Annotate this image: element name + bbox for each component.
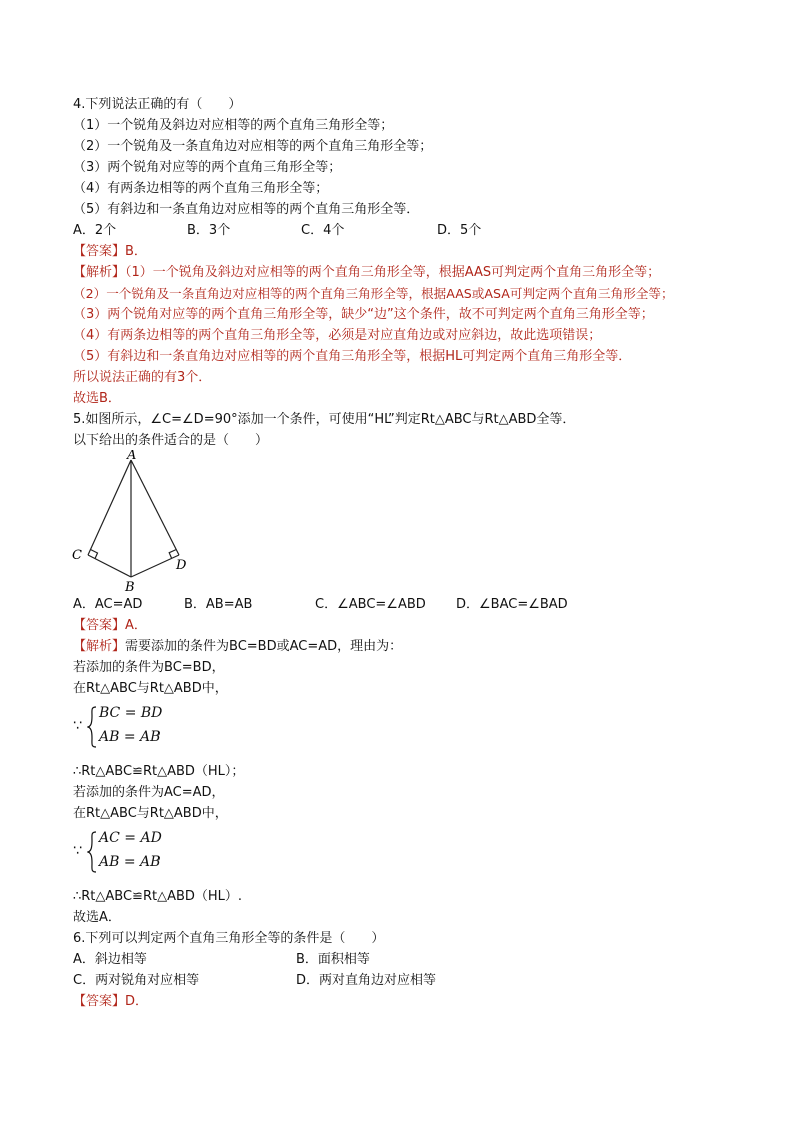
q5-case1-in: 在Rt△ABC与Rt△ABD中，: [73, 681, 228, 696]
q5-answer: [73, 617, 147, 637]
q4-option-c: C．4个: [301, 223, 345, 238]
answer-value: D．: [125, 994, 149, 1009]
q4-option-b: B．3个: [187, 223, 231, 238]
brace-icon: [87, 831, 97, 873]
q5-case2-system: [73, 829, 193, 875]
q4-option-a: A．2个: [73, 223, 117, 238]
q4-analysis-2: （2）一个锐角及一条直角边对应相等的两个直角三角形全等，根据AAS或ASA可判定两个直角三角形全等；: [73, 286, 674, 301]
side-cb: [88, 555, 131, 577]
equation-2: AB = AB: [99, 854, 161, 870]
q5-option-a: A．AC=AD: [73, 597, 143, 612]
comma: ，: [157, 847, 171, 862]
q5-choose: 故选A．: [73, 910, 121, 925]
answer-value: A．: [125, 618, 147, 633]
q4-item-3: （3）两个锐角对应等的两个直角三角形全等；: [73, 160, 342, 175]
q4-item-5: （5）有斜边和一条直角边对应相等的两个直角三角形全等．: [73, 202, 420, 217]
q5-option-d: D．∠BAC=∠BAD: [456, 597, 568, 612]
q5-case2-line: 若添加的条件为AC=AD，: [73, 785, 225, 800]
q5-option-c: C．∠ABC=∠ABD: [315, 597, 426, 612]
q5-analysis-intro: [73, 638, 402, 658]
q4-analysis-4: （4）有两条边相等的两个直角三角形全等，必须是对应直角边或对应斜边，故此选项错误；: [73, 328, 602, 343]
equation-1: BC = BD: [99, 705, 163, 721]
analysis-text: 需要添加的条件为BC=BD或AC=AD，理由为：: [125, 639, 403, 654]
analysis-text: （1）一个锐角及斜边对应相等的两个直角三角形全等，根据AAS可判定两个直角三角形全等；: [125, 265, 661, 280]
analysis-tag: 【解析】: [73, 639, 126, 654]
q5-figure: [66, 450, 196, 596]
q4-option-d: D．5个: [437, 223, 482, 238]
equation-2: AB = AB: [99, 729, 161, 745]
q6-option-c: C．两对锐角对应相等: [73, 973, 200, 988]
q4-analysis-5: （5）有斜边和一条直角边对应相等的两个直角三角形全等，根据HL可判定两个直角三角形全等．: [73, 349, 632, 364]
answer-tag: 【答案】: [73, 244, 126, 259]
comma: ，: [157, 722, 171, 737]
q5-case1-result: ∴Rt△ABC≌Rt△ABD（HL）；: [73, 764, 245, 779]
q5-case1-line: 若添加的条件为BC=BD，: [73, 660, 225, 675]
q6-stem: 6.下列可以判定两个直角三角形全等的条件是（ ）: [73, 931, 385, 946]
q5-case1-system: [73, 704, 193, 750]
answer-tag: 【答案】: [73, 994, 126, 1009]
label-a: A: [127, 450, 137, 463]
answer-tag: 【答案】: [73, 618, 126, 633]
side-ac: [88, 460, 131, 555]
label-b: B: [125, 580, 135, 595]
label-d: D: [176, 558, 187, 573]
label-c: C: [72, 548, 82, 563]
q6-answer: [73, 993, 148, 1013]
q5-stem-line2: 以下给出的条件适合的是（ ）: [73, 433, 269, 448]
q6-option-a: A．斜边相等: [73, 952, 147, 967]
because-symbol: ∵: [73, 843, 82, 859]
analysis-tag: 【解析】: [73, 265, 126, 280]
q4-item-4: （4）有两条边相等的两个直角三角形全等；: [73, 181, 329, 196]
q5-stem-line1: 5.如图所示，∠C=∠D=90°添加一个条件，可使用“HL”判定Rt△ABC与Rt△ABD全等．: [73, 412, 576, 427]
q4-analysis-3: （3）两个锐角对应等的两个直角三角形全等，缺少“边”这个条件，故不可判定两个直角三角形全等；: [73, 307, 654, 322]
brace-icon: [87, 706, 97, 748]
q5-case2-in: 在Rt△ABC与Rt△ABD中，: [73, 806, 228, 821]
q5-case2-result: ∴Rt△ABC≌Rt△ABD（HL）.: [73, 889, 243, 904]
side-ad: [131, 460, 179, 555]
q4-item-2: （2）一个锐角及一条直角边对应相等的两个直角三角形全等；: [73, 139, 433, 154]
q4-answer: [73, 243, 147, 263]
answer-value: B．: [125, 244, 147, 259]
q5-option-b: B．AB=AB: [184, 597, 253, 612]
q4-stem: 4.下列说法正确的有（ ）: [73, 97, 242, 112]
because-symbol: ∵: [73, 718, 82, 734]
q4-choose: 故选B．: [73, 391, 121, 406]
equation-1: AC = AD: [99, 830, 162, 846]
q4-conclusion: 所以说法正确的有3个．: [73, 370, 212, 385]
q4-item-1: （1）一个锐角及斜边对应相等的两个直角三角形全等；: [73, 118, 394, 133]
q6-option-b: B．面积相等: [296, 952, 370, 967]
q4-analysis-1: [73, 264, 660, 284]
q6-option-d: D．两对直角边对应相等: [296, 973, 437, 988]
